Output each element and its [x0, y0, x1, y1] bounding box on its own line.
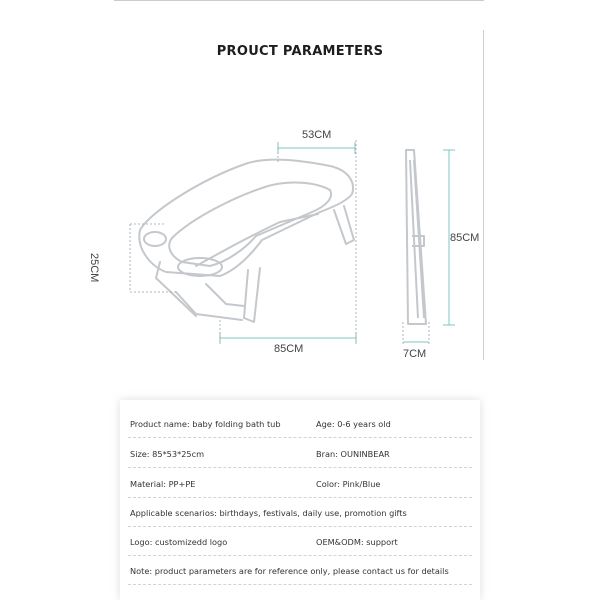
spec-product-name: Product name: baby folding bath tub: [130, 419, 281, 429]
tub-outer-rim: [139, 160, 353, 276]
spec-row: [128, 468, 472, 498]
side-length-dimension-label: 85CM: [450, 232, 480, 244]
height-dimension-label: 25CM: [88, 253, 100, 283]
spec-brand: Bran: OUNINBEAR: [316, 449, 390, 459]
folded-thickness-label: 7CM: [403, 348, 427, 360]
spec-material: Material: PP+PE: [130, 479, 196, 489]
spec-row: [128, 497, 472, 527]
spec-oem: OEM&ODM: support: [316, 537, 398, 547]
width-dimension-label: 53CM: [302, 129, 332, 141]
leg-front-right: [244, 268, 260, 322]
leg-right: [334, 206, 354, 244]
spec-size: Size: 85*53*25cm: [130, 449, 205, 459]
spec-note: Note: product parameters are for reference only, please contact us for details: [130, 566, 449, 576]
spec-row: [128, 438, 472, 468]
length-dimension-label: 85CM: [274, 343, 304, 355]
spec-scenarios: Applicable scenarios: birthdays, festivals, daily use, promotion gifts: [130, 508, 407, 518]
spec-row: [128, 526, 472, 556]
handle-left: [144, 232, 166, 246]
spec-age: Age: 0-6 years old: [316, 419, 391, 429]
tub-underside: [206, 284, 244, 306]
specs-table: [120, 400, 480, 600]
spec-logo: Logo: customizedd logo: [130, 537, 228, 547]
spec-color: Color: Pink/Blue: [316, 479, 381, 489]
folded-tub-inner: [414, 160, 424, 318]
spec-row: [128, 408, 472, 438]
page-title: PROUCT PARAMETERS: [216, 44, 384, 59]
handle-front: [178, 258, 222, 276]
spec-row: [128, 555, 472, 585]
